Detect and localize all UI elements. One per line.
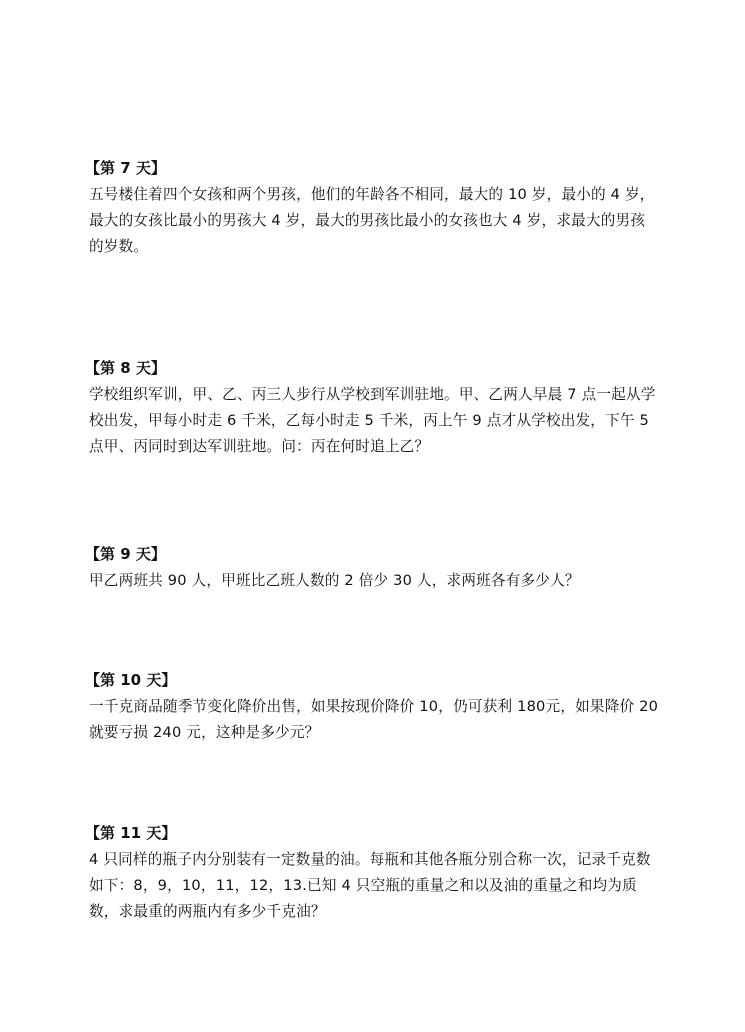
day-10-heading: 【第 10 天】 [85,671,177,689]
day-8-heading: 【第 8 天】 [85,359,166,377]
day-11-text: 4 只同样的瓶子内分别装有一定数量的油。每瓶和其他各瓶分别合称一次，记录千克数如下：8，9，10，11，12，13.已知 4 只空瓶的重量之和以及油的重量之和均为质数，求最重的两瓶内有多少千克油？ [89,851,651,920]
day-9-heading: 【第 9 天】 [85,545,166,563]
day-10-text: 一千克商品随季节变化降价出售，如果按现价降价 10，仍可获利 180元，如果降价 20 就要亏损 240 元，这种是多少元？ [89,698,659,741]
day-10-problem [85,670,659,746]
day-7-problem [85,158,659,260]
day-11-heading: 【第 11 天】 [85,824,177,842]
day-9-text: 甲乙两班共 90 人，甲班比乙班人数的 2 倍少 30 人，求两班各有多少人？ [89,572,580,589]
day-11-problem [85,823,659,925]
day-7-heading: 【第 7 天】 [85,159,166,177]
day-7-text: 五号楼住着四个女孩和两个男孩，他们的年龄各不相同，最大的 10 岁，最小的 4 岁，最大的女孩比最小的男孩大 4 岁，最大的男孩比最小的女孩也大 4 岁，求最大的男孩的岁数。 [89,186,655,255]
day-9-problem [85,544,659,594]
day-8-problem [85,358,659,460]
day-8-text: 学校组织军训，甲、乙、丙三人步行从学校到军训驻地。甲、乙两人早晨 7 点一起从学校出发，甲每小时走 6 千米，乙每小时走 5 千米，丙上午 9 点才从学校出发，下午 5 点甲、丙同时到达军训驻地。问：丙在何时追上乙？ [89,386,656,455]
